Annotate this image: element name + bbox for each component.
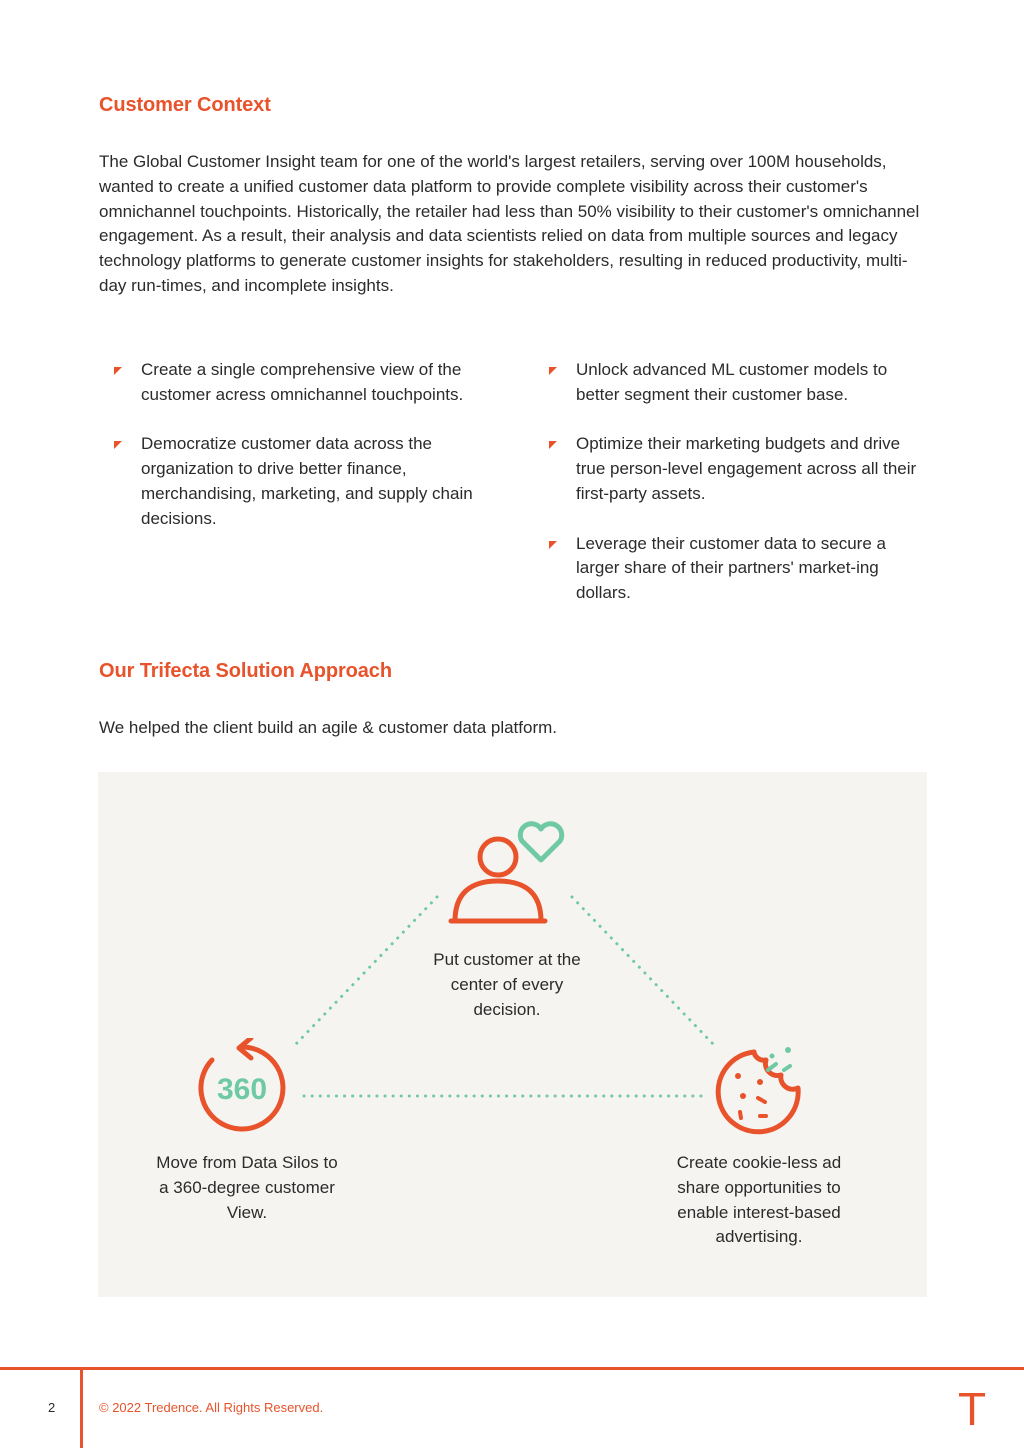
goals-list-right (534, 358, 934, 631)
solution-approach-paragraph: We helped the client build an agile & customer data platform. (99, 718, 558, 737)
bullet-arrow-icon (114, 367, 122, 375)
badge-360: 360 (216, 1073, 268, 1106)
caption-customer-center: Put customer at the center of every decision. (433, 950, 581, 1019)
section-heading-customer-context: Customer Context (99, 94, 271, 116)
bullet-arrow-icon (114, 441, 122, 449)
caption-cookieless-ads: Create cookie-less ad share opportunities to enable interest-based advertising. (676, 1153, 842, 1247)
connector-top-left (296, 897, 437, 1044)
goal-item (99, 432, 499, 531)
section-heading-solution-approach: Our Trifecta Solution Approach (99, 660, 392, 682)
caption-data-silos: Move from Data Silos to a 360-degree customer View. (156, 1153, 338, 1222)
goal-item (534, 532, 934, 606)
goal-text: Create a single comprehensive view of the customer acress omnichannel touchpoints. (141, 360, 464, 404)
trifecta-diagram-panel (98, 772, 927, 1297)
goal-text: Optimize their marketing budgets and drive true person-level engagement across all their first-party assets. (576, 434, 917, 503)
logo-letter: T (957, 1389, 987, 1429)
copyright-notice: © 2022 Tredence. All Rights Reserved. (99, 1400, 324, 1415)
bullet-arrow-icon (549, 441, 557, 449)
bullet-arrow-icon (549, 541, 557, 549)
refresh-360-icon (192, 1038, 292, 1138)
page-number: 2 (48, 1400, 56, 1415)
goal-text: Democratize customer data across the organization to drive better finance, merchandising, marketing, and supply chain decisions. (141, 434, 473, 528)
customer-context-paragraph: The Global Customer Insight team for one of the world's largest retailers, serving over 100M households, wanted to create a unified customer data platform to provide complete visibility across their customer's omnichannel touchpoints. Historically, the retailer had less than 50% visibility to their customer's omnichannel engagement. As a result, their analysis and data scientists relied on data from multiple sources and legacy technology platforms to generate customer insights for stakeholders, resulting in reduced productivity, multi-day run-times, and incomplete insights. (99, 152, 920, 295)
goal-item (534, 432, 934, 506)
goal-item (99, 358, 499, 408)
goals-list-left (99, 358, 499, 556)
footer-divider (0, 1367, 1024, 1370)
cookie-icon (710, 1038, 810, 1138)
goal-text: Unlock advanced ML customer models to better segment their customer base. (576, 360, 888, 404)
customer-heart-icon (448, 817, 568, 927)
footer-vertical-divider (80, 1367, 83, 1448)
goal-item (534, 358, 934, 408)
goal-text: Leverage their customer data to secure a larger share of their partners' market-ing dollars. (576, 533, 886, 603)
tredence-logo-icon (953, 1389, 991, 1429)
bullet-arrow-icon (549, 367, 557, 375)
